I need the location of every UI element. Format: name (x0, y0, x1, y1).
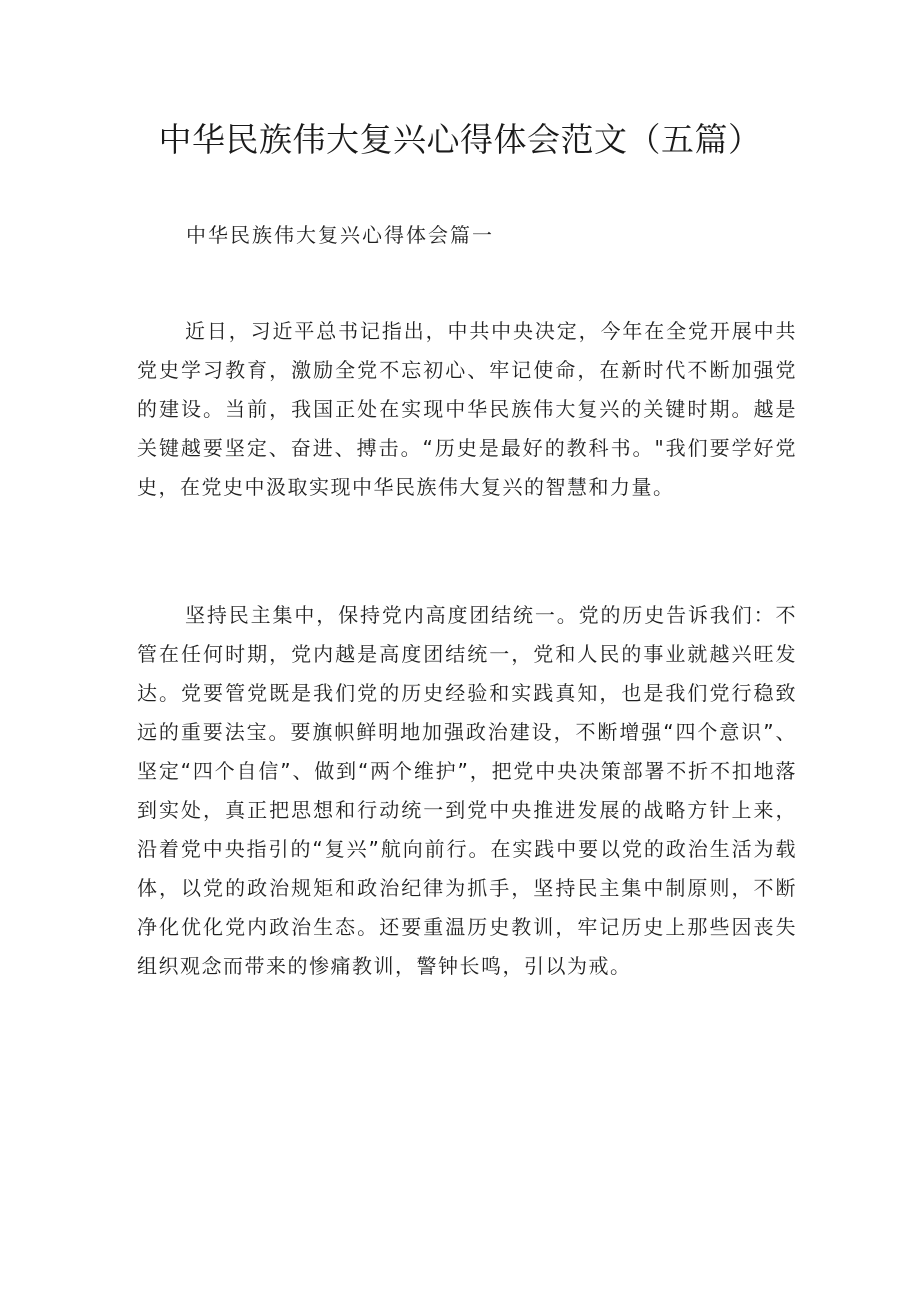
paragraph-1: 近日，习近平总书记指出，中共中央决定，今年在全党开展中共党史学习教育，激励全党不忘初心、牢记使命，在新时代不断加强党的建设。当前，我国正处在实现中华民族伟大复兴的关键时期。越是关键越要坚定、奋进、搏击。“历史是最好的教科书。"我们要学好党史，在党史中汲取实现中华民族伟大复兴的智慧和力量。 (137, 319, 797, 499)
section-heading: 中华民族伟大复兴心得体会篇一 (186, 223, 494, 247)
body-paragraph-block-1 (137, 312, 797, 507)
document-title: 中华民族伟大复兴心得体会范文（五篇） (158, 120, 762, 159)
body-paragraph-block-2 (137, 596, 797, 986)
paragraph-2: 坚持民主集中，保持党内高度团结统一。党的历史告诉我们：不管在任何时期，党内越是高度团结统一，党和人民的事业就越兴旺发达。党要管党既是我们党的历史经验和实践真知，也是我们党行稳致远的重要法宝。要旗帜鲜明地加强政治建设，不断增强“四个意识”、坚定“四个自信”、做到“两个维护”，把党中央决策部署不折不扣地落到实处，真正把思想和行动统一到党中央推进发展的战略方针上来，沿着党中央指引的“复兴”航向前行。在实践中要以党的政治生活为载体，以党的政治规矩和政治纪律为抓手，坚持民主集中制原则，不断净化优化党内政治生态。还要重温历史教训，牢记历史上那些因丧失组织观念而带来的惨痛教训，警钟长鸣，引以为戒。 (137, 603, 797, 978)
